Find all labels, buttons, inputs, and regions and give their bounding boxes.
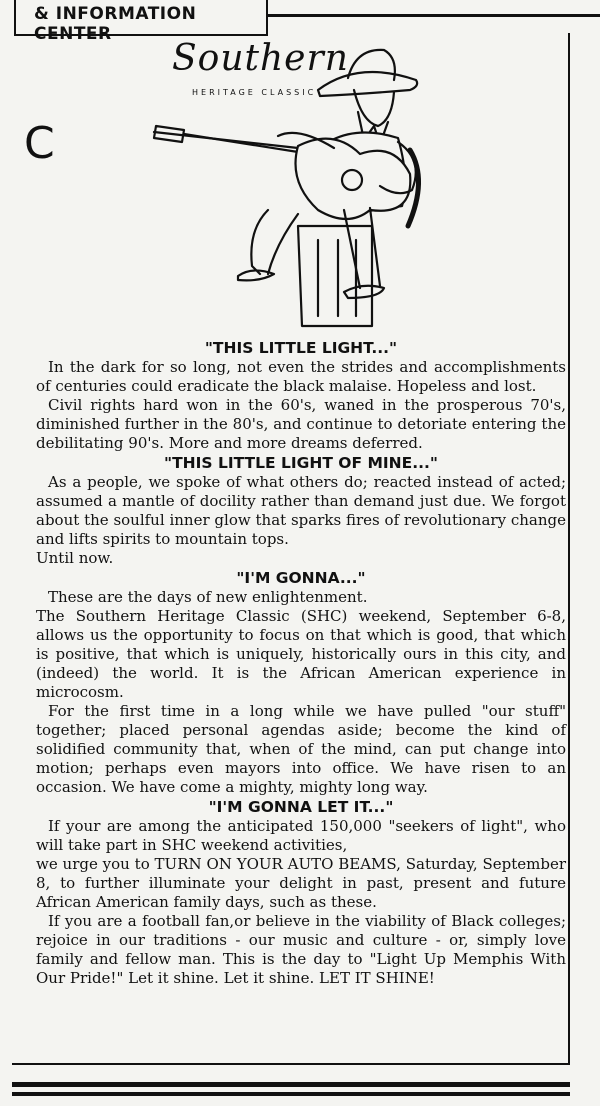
article-paragraph: If your are among the anticipated 150,000 "seekers of light", who will take part in SHC weekend activities,: [36, 817, 566, 854]
margin-mark: C: [24, 118, 55, 169]
article-paragraph: For the first time in a long while we have pulled "our stuff" together; placed personal agendas aside; become the kind of solidified community that, when of the mind, can put change into motion; perhaps even mayors into office. We have risen to an occasion. We have come a mighty, mighty long way.: [36, 702, 566, 796]
bottom-rule: [12, 1092, 570, 1096]
article-paragraph: If you are a football fan,or believe in the viability of Black colleges; rejoice in our traditions - our music and culture - or, simply love family and fellow man. This is the day to "Light Up Memphis With Our Pride!" Let it shine. Let it shine. LET IT SHINE!: [36, 912, 566, 987]
article-paragraph: The Southern Heritage Classic (SHC) weekend, September 6-8, allows us the opportunity to focus on that which is good, that which is positive, that which is uniquely, historically ours in this city, and (indeed) the world. It is the African American experience in microcosm.: [36, 607, 566, 701]
article-heading: "THIS LITTLE LIGHT...": [204, 339, 398, 357]
section-header-label: & INFORMATION CENTER: [34, 4, 197, 44]
article-paragraph: In the dark for so long, not even the strides and accomplishments of centuries could eradicate the black malaise. Hopeless and lost.: [36, 358, 566, 395]
article-heading: "I'M GONNA LET IT...": [208, 798, 394, 816]
article-body: [36, 338, 566, 988]
article-heading: "I'M GONNA...": [236, 569, 366, 587]
article-paragraph: These are the days of new enlightenment.: [48, 588, 368, 606]
top-rule: [264, 14, 600, 17]
logo-title: Southern: [172, 38, 349, 79]
guitar-player-illustration: [148, 30, 438, 330]
logo-subtitle: HERITAGE CLASSIC: [192, 88, 317, 97]
article-paragraph: Civil rights hard won in the 60's, waned in the prosperous 70's, diminished further in the 80's, and continue to detoriate entering the debilitating 90's. More and more dreams deferred.: [36, 396, 566, 452]
article-paragraph: Until now.: [36, 549, 114, 567]
bottom-rule: [12, 1082, 570, 1087]
article-paragraph: we urge you to TURN ON YOUR AUTO BEAMS, Saturday, September 8, to further illuminate your delight in past, present and future African American family days, such as these.: [36, 855, 566, 911]
article-paragraph: As a people, we spoke of what others do; reacted instead of acted; assumed a mantle of docility rather than demand just due. We forgot about the soulful inner glow that sparks fires of revolutionary change and lifts spirits to mountain tops.: [36, 473, 566, 548]
article-heading: "THIS LITTLE LIGHT OF MINE...": [164, 454, 438, 472]
